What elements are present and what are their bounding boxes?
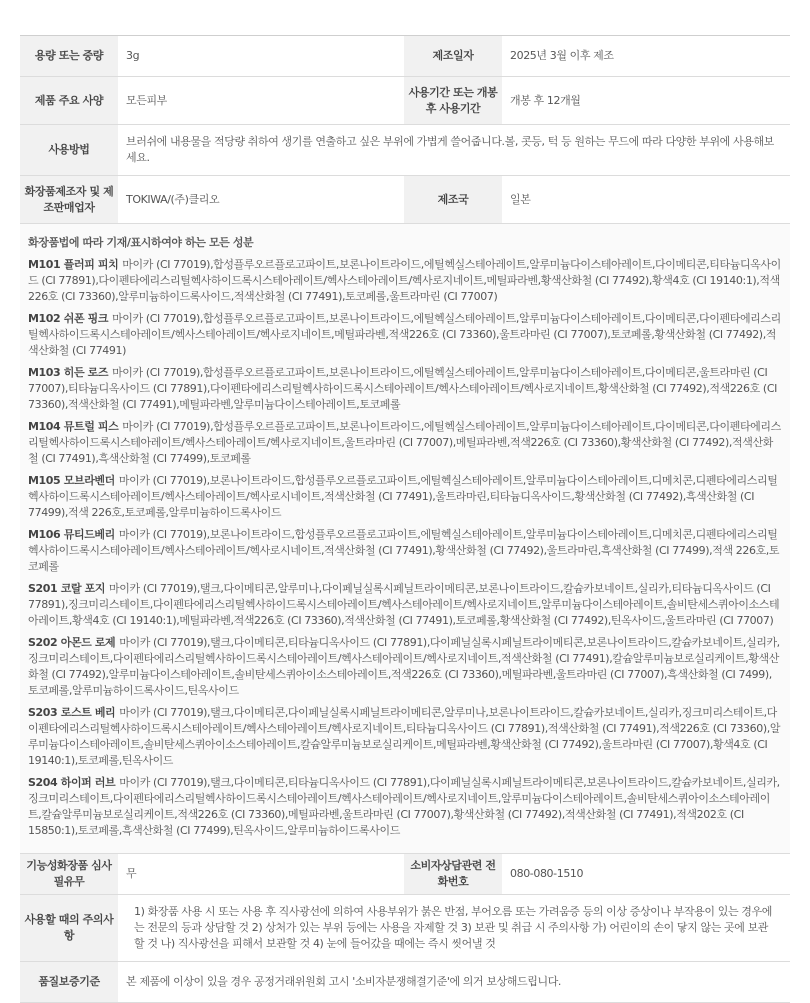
ingredient-item xyxy=(28,705,782,769)
volume-value: 3g xyxy=(118,36,404,77)
row-quality xyxy=(20,962,790,1003)
ingredient-text: 마이카 (CI 77019),탤크,다이메티콘,다이페닐실록시페닐트라이메티콘,알루미나,보론나이트라이드,칼슘카보네이트,실리카,징크미리스테이트,다이펜타에리스리틸헥사하이드록시스테아레이트/헥사스테아레이트/헥사로지네이트,티타늄디옥사이드 (CI 77891),적색산화철 (CI 77491),적색226호 (CI 73360),알루미늄다이스테아레이트,솔비탄세스퀴아이소스테아레이트,칼슘알루미늄보로실리케이트,메틸파라벤,황색산화철 (CI 77492),울트라마린 (CI 77007),황색4호 (CI 19140:1),토코페롤,틴옥사이드 xyxy=(28,706,781,767)
maker-label: 화장품제조자 및 제조판매업자 xyxy=(20,176,118,224)
volume-label: 용량 또는 중량 xyxy=(20,36,118,77)
ingredient-text: 마이카 (CI 77019),탤크,다이메티콘,티타늄디옥사이드 (CI 77891),다이페닐실록시페닐트라이메티콘,보론나이트라이드,칼슘카보네이트,실리카,징크미리스테이트,다이펜타에리스리틸헥사하이드록시스테아레이트/헥사스테아레이트/헥사로지네이트,적색산화철 (CI 77491),칼슘알루미늄보로실리케이트,황색산화철 (CI 77492),알루미늄다이스테아레이트,솔비탄세스퀴아이소스테아레이트,적색226호 (CI 73360),메틸파라벤,울트라마린 (CI 77007),흑색산화철 (CI 7499),토코페롤,알루미늄하이드록사이드,틴옥사이드 xyxy=(28,636,780,697)
contact-value: 080-080-1510 xyxy=(502,854,790,895)
row-functional xyxy=(20,854,790,895)
ingredient-item xyxy=(28,635,782,699)
ingredient-item xyxy=(28,527,782,575)
ingredient-shade-name: M103 히든 로즈 xyxy=(28,366,109,379)
ingredient-text: 마이카 (CI 77019),합성플루오르플로고파이트,보론나이트라이드,에틸헥실스테아레이트,알루미늄다이스테아레이트,다이메티콘,티타늄디옥사이드 (CI 77891),다이펜타에리스리틸헥사하이드록시스테아레이트/헥사스테아레이트/헥사로지네이트,메틸파라벤,황색산화철 (CI 77492),황색4호 (CI 19140:1),적색226호 (CI 73360),알루미늄하이드록사이드,적색산화철 (CI 77491),토코페롤,울트라마린 (CI 77007) xyxy=(28,258,781,303)
caution-value: 1) 화장품 사용 시 또는 사용 후 직사광선에 의하여 사용부위가 붉은 반점, 부어오름 또는 가려움증 등의 이상 증상이나 부작용이 있는 경우에는 전문의 등과 상담할 것 2) 상처가 있는 부위 등에는 사용을 자제할 것 3) 보관 및 취급 시 주의사항 가) 어린이의 손이 닿지 않는 곳에 보관 할 것 나) 직사광선을 피해서 보관할 것 4) 눈에 들어갔을 때에는 즉시 씻어낼 것 xyxy=(118,895,790,962)
usage-period-value: 개봉 후 12개월 xyxy=(502,77,790,125)
ingredient-text: 마이카 (CI 77019),탤크,다이메티콘,티타늄디옥사이드 (CI 77891),다이페닐실록시페닐트라이메티콘,보론나이트라이드,칼슘카보네이트,실리카,징크미리스테이트,다이펜타에리스리틸헥사하이드록시스테아레이트/헥사스테아레이트/헥사로지네이트,알루미늄다이스테아레이트,솔비탄세스퀴아이소스테아레이트,칼슘알루미늄보로실리케이트,적색226호 (CI 73360),메틸파라벤,울트라마린 (CI 77007),황색산화철 (CI 77492),적색산화철 (CI 77491),적색202호 (CI 15850:1),토코페롤,흑색산화철 (CI 77499),틴옥사이드,알루미늄하이드록사이드 xyxy=(28,776,780,837)
ingredients-title: 화장품법에 따라 기재/표시하여야 하는 모든 성분 xyxy=(28,236,254,249)
functional-label: 기능성화장품 심사필유무 xyxy=(20,854,118,895)
ingredient-text: 마이카 (CI 77019),합성플루오르플로고파이트,보론나이트라이드,에틸헥실스테아레이트,알루미늄다이스테아레이트,다이메티콘,다이펜타에리스리틸헥사하이드록시스테아레이트/헥사스테아레이트/헥사로지네이트,메틸파라벤,적색226호 (CI 73360),울트라마린 (CI 77007),토코페롤,황색산화철 (CI 77492),적색산화철 (CI 77491) xyxy=(28,312,781,357)
row-volume xyxy=(20,36,790,77)
mfg-date-value: 2025년 3월 이후 제조 xyxy=(502,36,790,77)
ingredient-item xyxy=(28,257,782,305)
ingredient-shade-name: M101 플러피 피치 xyxy=(28,258,119,271)
maker-value: TOKIWA/(주)클리오 xyxy=(118,176,404,224)
ingredient-shade-name: S201 코랄 포지 xyxy=(28,582,106,595)
ingredient-text: 마이카 (CI 77019),보론나이트라이드,합성플루오르플로고파이트,에틸헥실스테아레이트,알루미늄다이스테아레이트,디메치콘,디펜타에리스리틸헥사하이드록시스테아레이트/헥사스테아레이트/헥사로시네이트,적색산화철 (CI 77491),황색산화철 (CI 77492),울트라마린,흑색산화철 (CI 77499),적색 226호,토코페롤 xyxy=(28,528,780,573)
row-spec xyxy=(20,77,790,125)
row-ingredients xyxy=(20,224,790,854)
skin-type-value: 모든피부 xyxy=(118,77,404,125)
ingredients-list xyxy=(28,257,782,839)
ingredients-section xyxy=(20,224,790,854)
usage-method-value: 브러쉬에 내용물을 적당량 취하여 생기를 연출하고 싶은 부위에 가볍게 쓸어줍니다.볼, 콧등, 턱 등 원하는 무드에 따라 다양한 부위에 사용해보세요. xyxy=(118,125,790,176)
contact-label: 소비자상담관련 전화번호 xyxy=(404,854,502,895)
ingredient-shade-name: S202 아몬드 로제 xyxy=(28,636,116,649)
quality-value: 본 제품에 이상이 있을 경우 공정거래위원회 고시 '소비자분쟁해결기준'에 의거 보상해드립니다. xyxy=(118,962,790,1003)
ingredient-item xyxy=(28,581,782,629)
ingredient-shade-name: S203 로스트 베리 xyxy=(28,706,116,719)
ingredient-text: 마이카 (CI 77019),합성플루오르플로고파이트,보론나이트라이드,에틸헥실스테아레이트,알루미늄다이스테아레이트,다이메티콘,울트라마린 (CI 77007),티타늄디옥사이드 (CI 77891),다이펜타에리스리틸헥사하이드록시스테아레이트/헥사스테아레이트/헥사로지네이트,황색산화철 (CI 77492),적색226호 (CI 73360),적색산화철 (CI 77491),메틸파라벤,알루미늄다이스테아레이트,토코페롤 xyxy=(28,366,777,411)
ingredient-text: 마이카 (CI 77019),탤크,다이메티콘,알루미나,다이페닐실록시페닐트라이메티콘,보론나이트라이드,칼슘카보네이트,실리카,티타늄디옥사이드 (CI 77891),징크미리스테이트,다이펜타에리스리틸헥사하이드록시스테아레이트/헥사스테아레이트/헥사로지네이트,알루미늄다이스테아레이트,솔비탄세스퀴아이소스테아레이트,황색4호 (CI 19140:1),메틸파라벤,적색226호 (CI 73360),적색산화철 (CI 77491),토코페롤,황색산화철 (CI 77492),틴옥사이드,울트라마린 (CI 77007) xyxy=(28,582,780,627)
quality-label: 품질보증기준 xyxy=(20,962,118,1003)
mfg-date-label: 제조일자 xyxy=(404,36,502,77)
ingredient-item xyxy=(28,365,782,413)
row-caution xyxy=(20,895,790,962)
ingredient-shade-name: M106 뮤티드베리 xyxy=(28,528,115,541)
row-maker xyxy=(20,176,790,224)
ingredient-item xyxy=(28,775,782,839)
ingredient-text: 마이카 (CI 77019),보론나이트라이드,합성플루오르플로고파이트,에틸헥실스테아레이트,알루미늄다이스테아레이트,디메치콘,디펜타에리스리틸헥사하이드록시스테아레이트/헥사스테아레이트/헥사로시네이트,적색산화철 (CI 77491),울트라마린,티타늄디옥사이드,황색산화철 (CI 77492),흑색산화철 (CI 77499),적색 226호,토코페롤,알루미늄하이드록사이드 xyxy=(28,474,778,519)
ingredient-shade-name: S204 하이퍼 러브 xyxy=(28,776,116,789)
ingredient-item xyxy=(28,419,782,467)
ingredient-shade-name: M105 모브라벤더 xyxy=(28,474,115,487)
caution-label: 사용할 때의 주의사항 xyxy=(20,895,118,962)
country-value: 일본 xyxy=(502,176,790,224)
ingredient-item xyxy=(28,473,782,521)
product-info-sheet xyxy=(20,35,790,1003)
ingredient-text: 마이카 (CI 77019),합성플루오르플로고파이트,보론나이트라이드,에틸헥실스테아레이트,알루미늄다이스테아레이트,다이메티콘,다이펜타에리스리틸헥사하이드록시스테아레이트/헥사스테아레이트/헥사로지네이트,울트라마린 (CI 77007),메틸파라벤,적색226호 (CI 73360),황색산화철 (CI 77492),적색산화철 (CI 77491),흑색산화철 (CI 77499),토코페롤 xyxy=(28,420,781,465)
country-label: 제조국 xyxy=(404,176,502,224)
usage-period-label: 사용기간 또는 개봉 후 사용기간 xyxy=(404,77,502,125)
skin-type-label: 제품 주요 사양 xyxy=(20,77,118,125)
ingredient-shade-name: M102 쉬폰 핑크 xyxy=(28,312,109,325)
usage-method-label: 사용방법 xyxy=(20,125,118,176)
row-usage xyxy=(20,125,790,176)
functional-value: 무 xyxy=(118,854,404,895)
ingredient-shade-name: M104 뮤트럴 피스 xyxy=(28,420,119,433)
product-info-table xyxy=(20,35,790,1003)
ingredient-item xyxy=(28,311,782,359)
